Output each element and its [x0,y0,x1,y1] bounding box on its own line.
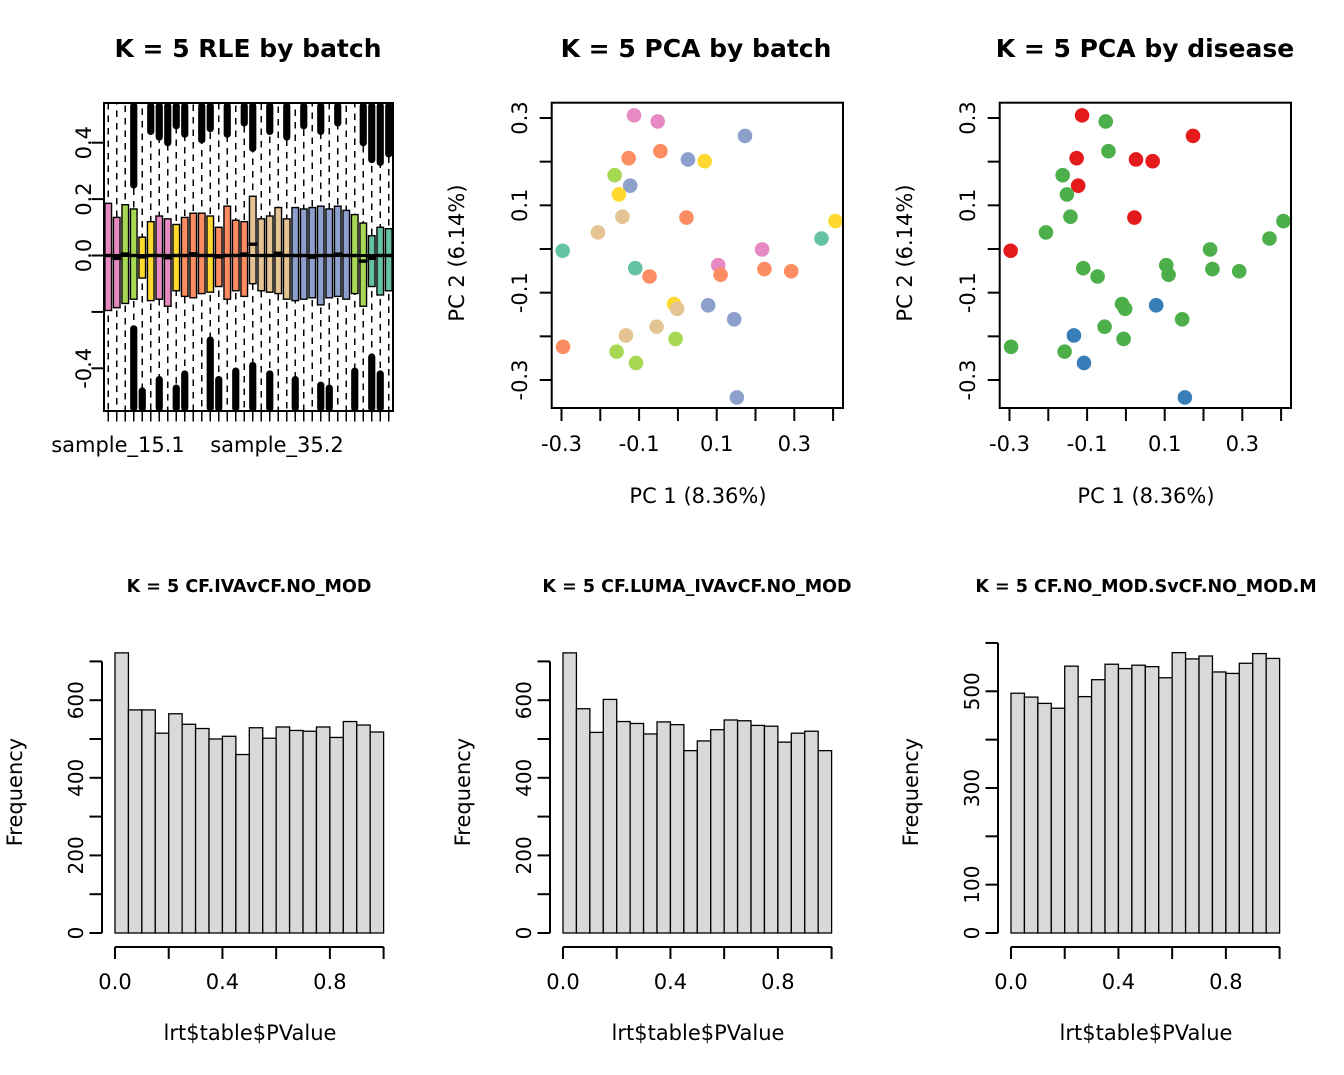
pca-point [757,262,772,277]
hist-bar [1065,666,1078,933]
pca-point [697,154,712,169]
hist-y-tick-label: 600 [512,681,536,720]
hist-bar [1038,703,1051,933]
hist-bar [290,730,303,933]
pca-point [1161,267,1176,282]
hist-bar [563,653,576,933]
hist-bar [142,710,155,933]
hist3-xlabel: lrt$table$PValue [1059,1021,1233,1045]
rle-box [156,216,163,299]
pca-point [1129,152,1144,167]
pca-point [670,302,685,317]
pca-point [628,261,643,276]
pca-x-tick-label: 0.3 [1225,432,1260,456]
hist-bar [657,722,670,933]
rle-box [147,222,154,301]
pca-point [1232,264,1247,279]
hist-bar [670,725,683,933]
hist-bar [805,731,818,933]
pca-x-tick-label: 0.1 [1147,432,1182,456]
hist-bar [1051,708,1064,933]
hist-bar [357,725,370,933]
rle-box [224,206,231,299]
hist-y-tick-label: 100 [960,865,984,904]
hist2-xlabel: lrt$table$PValue [611,1021,785,1045]
pca-point [1077,356,1092,371]
pca-point [1116,332,1131,347]
pca-x-tick-label: -0.1 [618,432,660,456]
hist-bar [236,755,249,933]
pca-point [629,356,644,371]
pca-y-tick-label: 0.3 [956,101,980,135]
hist-bar [249,728,262,933]
panel-rle-title: K = 5 RLE by batch [114,34,382,63]
hist-y-tick-label: 400 [64,758,88,797]
pca-point [649,319,664,334]
pca-point [713,267,728,282]
hist-y-tick-label: 300 [960,768,984,808]
hist-y-tick-label: 0 [64,926,88,940]
hist2-ylabel: Frequency [451,737,475,847]
pca-point [681,152,696,167]
pca-point [607,168,622,183]
hist-bar [711,730,724,933]
pca-point [1145,154,1160,169]
pca-point [1090,269,1105,284]
pca-point [1067,328,1082,343]
pca-point [1127,210,1142,225]
hist-bar [1172,653,1185,933]
pca-point [1075,108,1090,123]
hist-bar [316,727,329,933]
pca-point [784,264,799,279]
pca-plot-border [1000,103,1291,408]
hist-bar [209,739,222,933]
rle-box [385,229,392,291]
pca-point [1205,262,1220,277]
pca-point [1097,319,1112,334]
pca-point [556,340,571,355]
rle-box [360,223,367,306]
rle-box [249,196,256,283]
hist-bar [169,714,182,933]
hist-bar [330,737,343,933]
pca-point [1076,261,1091,276]
hist-bar [370,732,383,933]
rle-y-tick-label: -0.4 [72,347,96,389]
hist-bar [1024,697,1037,933]
pca-point [701,298,716,313]
hist-y-tick-label: 600 [64,681,88,720]
pca-x-tick-label: -0.3 [541,432,582,456]
rle-box [368,236,375,287]
rle-y-tick-label: 0.2 [72,182,96,216]
rle-box [164,219,171,306]
pca-y-tick-label: 0.1 [508,188,532,223]
hist1-xlabel: lrt$table$PValue [163,1021,337,1045]
rle-box [326,209,333,298]
pca-y-tick-label: -0.3 [956,359,980,401]
hist-bar [724,720,737,933]
rle-box [309,208,316,298]
panel-pca-disease-title: K = 5 PCA by disease [995,34,1295,63]
hist-bar [751,725,764,933]
panel-hist2-title: K = 5 CF.LUMA_IVAvCF.NO_MOD [542,577,852,597]
pca-x-tick-label: -0.3 [989,432,1030,456]
hist-bar [155,733,168,933]
pca-point [642,269,657,284]
hist-y-tick-label: 0 [960,926,984,940]
pca-point [1118,302,1133,317]
rle-x-label-1: sample_15.1 [51,433,185,457]
hist1-ylabel: Frequency [3,737,27,847]
pca-point [679,210,694,225]
pca-point [814,231,829,246]
pca-point [1149,298,1164,313]
rle-box [198,213,205,293]
rle-x-label-2: sample_35.2 [210,433,344,457]
hist-bar [182,724,195,933]
hist-bar [590,732,603,933]
pca-point [653,144,668,159]
hist-bar [630,723,643,933]
pca-x-tick-label: 0.1 [699,432,734,456]
hist-bar [576,709,589,933]
rle-box [334,206,341,296]
pca-point [828,214,843,229]
pca-point [738,129,753,144]
rle-box [241,222,248,297]
rle-box [377,227,384,295]
hist-bar [1159,678,1172,933]
chart-layers [64,101,1291,994]
pca-x-tick-label: -0.1 [1066,432,1108,456]
pca-point [1055,168,1070,183]
pca-plot-border [552,103,843,408]
hist-bar [222,736,235,933]
hist-bar [1132,665,1145,933]
hist-bar [1186,659,1199,933]
rle-box [275,208,282,294]
hist-bar [697,741,710,933]
hist-y-tick-label: 200 [512,836,536,875]
hist-bar [1199,656,1212,933]
rle-y-tick-label: 0.4 [72,125,96,160]
pca-point [1003,243,1018,258]
pca-x-tick-label: 0.3 [777,432,812,456]
pca-point [591,225,606,240]
pca-point [621,151,636,166]
pca-point [1178,390,1193,405]
hist-bar [1253,654,1266,933]
hist-bar [1118,669,1131,933]
hist-bar [1212,672,1225,933]
hist-x-tick-label: 0.4 [205,970,240,994]
pca-point [612,187,627,202]
hist-bar [276,727,289,933]
hist-x-tick-label: 0.0 [98,970,132,994]
pca-point [1175,312,1190,327]
pca-point [1203,242,1218,257]
hist-bar [1105,664,1118,933]
pca-point [730,390,745,405]
hist-bar [684,751,697,933]
hist-y-tick-label: 400 [512,758,536,797]
pca-point [1098,114,1113,129]
hist-bar [818,751,831,933]
pca-point [555,243,570,258]
hist-bar [1239,663,1252,933]
hist-x-tick-label: 0.8 [1209,970,1243,994]
pca-point [1057,344,1072,359]
hist-bar [778,742,791,933]
pca-disease-xlabel: PC 1 (8.36%) [1077,484,1215,508]
hist-bar [617,722,630,933]
pca-y-tick-label: 0.1 [956,188,980,223]
rle-y-tick-label: 0.0 [72,238,96,273]
pca-point [1262,231,1277,246]
rle-box [113,217,120,307]
hist-bar [263,738,276,933]
hist-x-tick-label: 0.0 [546,970,580,994]
hist-x-tick-label: 0.8 [761,970,795,994]
pca-point [755,242,770,257]
pca-batch-xlabel: PC 1 (8.36%) [629,484,767,508]
pca-y-tick-label: -0.1 [956,272,980,314]
hist-bar [1092,680,1105,933]
hist-bar [764,726,777,933]
pca-disease-ylabel: PC 2 (6.14%) [893,184,917,322]
hist-x-tick-label: 0.0 [994,970,1028,994]
pca-point [609,344,624,359]
hist-bar [644,734,657,933]
pca-point [1060,187,1075,202]
pca-point [1186,129,1201,144]
hist-bar [196,729,209,933]
pca-point [615,209,630,224]
pca-point [1101,144,1116,159]
hist-bar [1266,658,1279,933]
panel-hist3-title: K = 5 CF.NO_MOD.SvCF.NO_MOD.M [975,577,1317,597]
hist-bar [603,699,616,933]
hist-y-tick-label: 200 [64,836,88,875]
hist-bar [128,710,141,933]
pca-point [650,114,665,129]
hist-x-tick-label: 0.8 [313,970,347,994]
hist-bar [1011,693,1024,933]
hist-y-tick-label: 0 [512,926,536,940]
hist-bar [343,722,356,933]
rle-box [283,219,290,299]
panel-pca-batch-title: K = 5 PCA by batch [560,34,832,63]
hist3-ylabel: Frequency [899,737,923,847]
pca-point [1063,209,1078,224]
pca-point [627,108,642,123]
hist-bar [738,721,751,933]
pca-point [619,328,634,343]
hist-bar [791,733,804,933]
pca-point [727,312,742,327]
panel-hist1-title: K = 5 CF.IVAvCF.NO_MOD [126,577,372,597]
hist-x-tick-label: 0.4 [1101,970,1136,994]
pca-y-tick-label: -0.1 [508,272,532,314]
pca-point [1039,225,1054,240]
pca-point [1069,151,1084,166]
hist-x-tick-label: 0.4 [653,970,688,994]
pca-batch-ylabel: PC 2 (6.14%) [445,184,469,322]
hist-y-tick-label: 500 [960,672,984,711]
pca-point [1004,340,1019,355]
hist-bar [1078,697,1091,933]
rle-box [173,224,180,290]
pca-point [1276,214,1291,229]
hist-bar [303,731,316,933]
pca-y-tick-label: -0.3 [508,359,532,401]
hist-bar [1226,673,1239,933]
hist-bar [1145,667,1158,933]
pca-y-tick-label: 0.3 [508,101,532,135]
hist-bar [115,653,128,933]
pca-point [668,332,683,347]
